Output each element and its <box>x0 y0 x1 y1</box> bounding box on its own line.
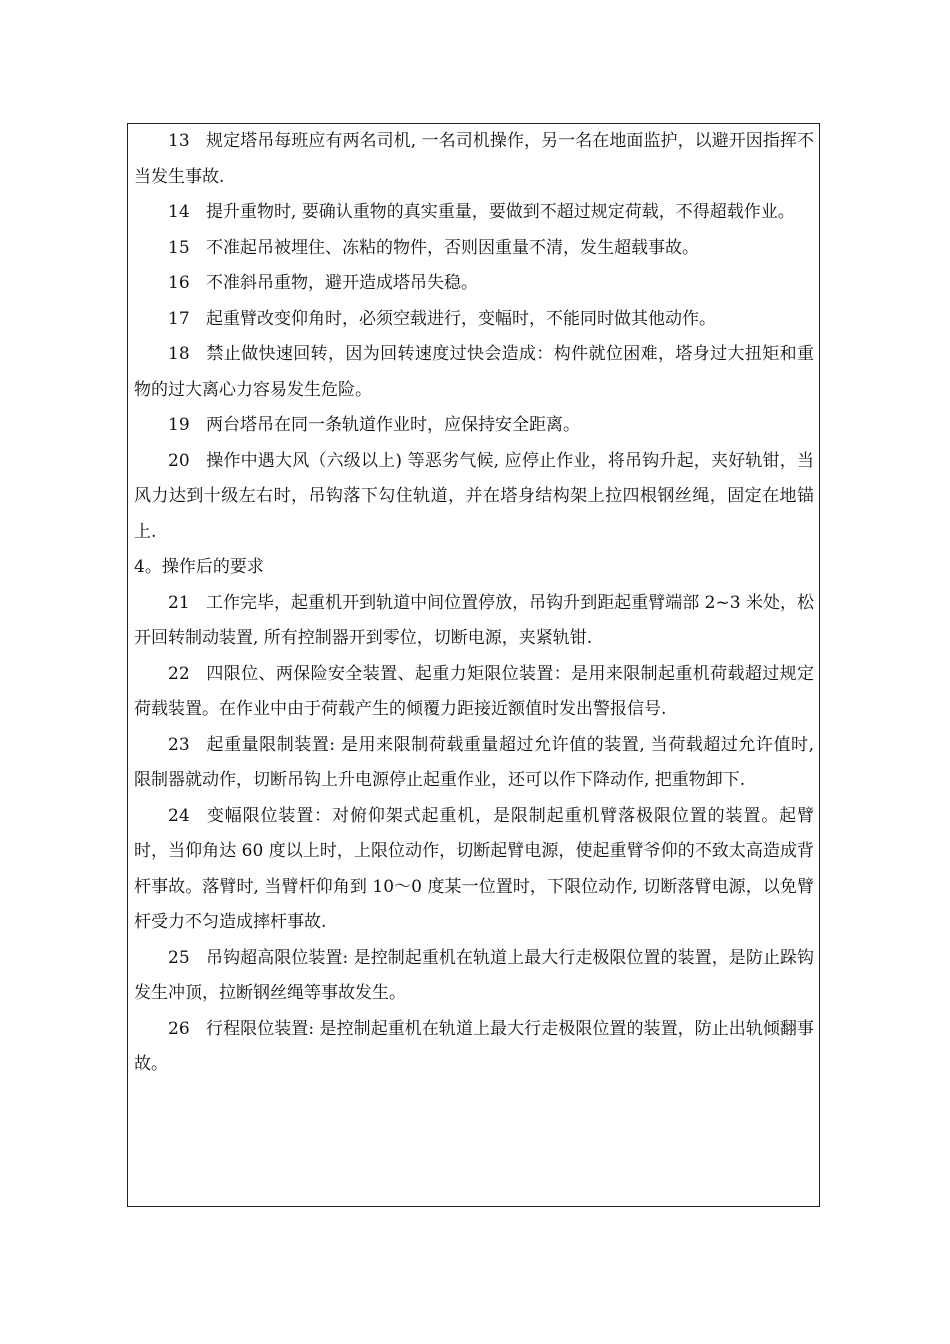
clause-number: 24 <box>168 805 190 826</box>
clause-16 <box>134 266 814 302</box>
document-body <box>134 124 814 1083</box>
clause-19 <box>134 408 814 444</box>
clause-22 <box>134 657 814 728</box>
clause-18 <box>134 337 814 408</box>
clause-15 <box>134 231 814 267</box>
clause-17 <box>134 302 814 338</box>
clause-number: 14 <box>168 202 190 222</box>
clause-25 <box>134 941 814 1012</box>
clause-14 <box>134 195 814 231</box>
clause-number: 16 <box>168 273 190 293</box>
clause-number: 26 <box>168 1018 190 1039</box>
clause-23 <box>134 728 814 799</box>
clause-number: 17 <box>168 308 190 329</box>
clause-text: 规定塔吊每班应有两名司机, 一名司机操作，另一名在地面监护，以避开因指挥不当发生事故. <box>134 131 814 187</box>
clause-text: 工作完毕，起重机开到轨道中间位置停放，吊钩升到距起重臂端部 2~3 米处，松开回转制动装置, 所有控制器开到零位，切断电源，夹紧轨钳. <box>134 592 814 648</box>
clause-20 <box>134 444 814 551</box>
clause-text: 变幅限位装置：对俯仰架式起重机，是限制起重机臂落极限位置的装置。起臂时，当仰角达 60 度以上时，上限位动作，切断起臂电源，使起重臂爷仰的不致太高造成背杆事故。落臂时, 当臂杆仰角到 10～0 度某一位置时，下限位动作, 切断落臂电源，以免臂杆受力不匀造成摔杆事故. <box>134 805 814 932</box>
clause-text: 起重量限制装置: 是用来限制荷载重量超过允许值的装置, 当荷载超过允许值时, 限制器就动作，切断吊钩上升电源停止起重作业，还可以作下降动作, 把重物卸下. <box>134 734 814 790</box>
clause-number: 22 <box>168 663 190 684</box>
clause-number: 23 <box>168 734 190 755</box>
clause-21 <box>134 586 814 657</box>
clause-text: 起重臂改变仰角时，必须空载进行，变幅时，不能同时做其他动作。 <box>206 308 716 329</box>
section-heading: 4。操作后的要求 <box>134 557 264 577</box>
clause-text: 两台塔吊在同一条轨道作业时，应保持安全距离。 <box>206 415 580 435</box>
clause-number: 15 <box>168 237 190 258</box>
clause-24 <box>134 799 814 941</box>
clause-text: 吊钩超高限位装置: 是控制起重机在轨道上最大行走极限位置的装置，是防止跺钩发生冲顶，拉断钢丝绳等事故发生。 <box>134 947 814 1003</box>
clause-13 <box>134 124 814 195</box>
clause-number: 25 <box>168 947 190 968</box>
clause-text: 行程限位装置: 是控制起重机在轨道上最大行走极限位置的装置，防止出轨倾翻事故。 <box>134 1018 814 1074</box>
clause-number: 13 <box>168 131 190 151</box>
clause-number: 21 <box>168 592 190 613</box>
clause-text: 不准斜吊重物，避开造成塔吊失稳。 <box>206 273 478 293</box>
clause-number: 19 <box>168 415 190 435</box>
clause-text: 提升重物时, 要确认重物的真实重量，要做到不超过规定荷载，不得超载作业。 <box>206 202 795 222</box>
clause-number: 18 <box>168 344 190 364</box>
clause-26 <box>134 1012 814 1083</box>
clause-text: 不准起吊被埋住、冻粘的物件，否则因重量不清，发生超载事故。 <box>206 237 699 258</box>
clause-text: 四限位、两保险安全装置、起重力矩限位装置：是用来限制起重机荷载超过规定荷载装置。在作业中由于荷载产生的倾覆力距接近额值时发出警报信号. <box>134 663 814 719</box>
clause-text: 操作中遇大风（六级以上) 等恶劣气候, 应停止作业，将吊钩升起，夹好轨钳，当风力达到十级左右时，吊钩落下勾住轨道，并在塔身结构架上拉四根钢丝绳，固定在地锚上. <box>134 450 814 542</box>
clause-text: 禁止做快速回转，因为回转速度过快会造成：构件就位困难，塔身过大扭矩和重物的过大离心力容易发生危险。 <box>134 344 814 400</box>
clause-number: 20 <box>168 450 190 471</box>
